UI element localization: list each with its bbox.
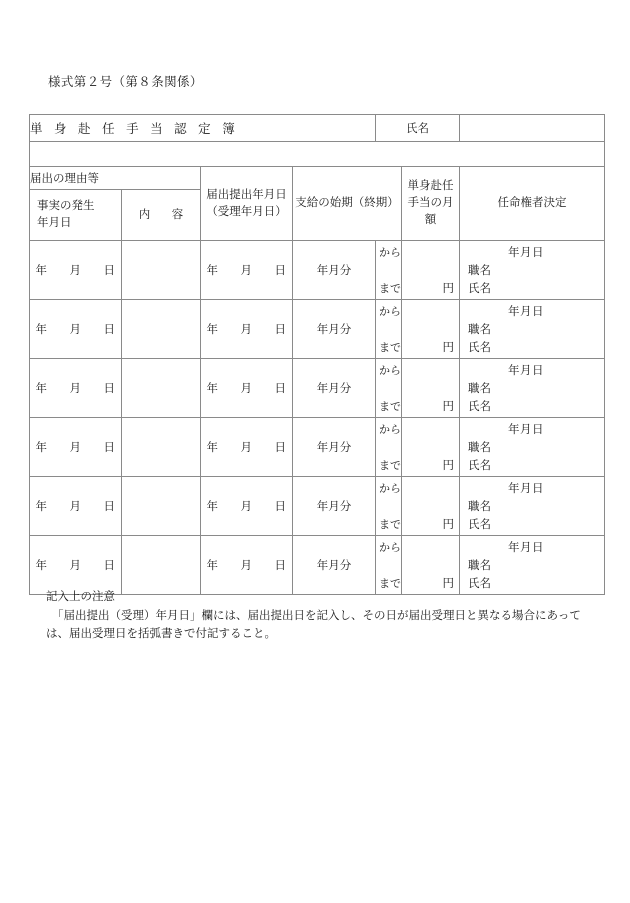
content-cell[interactable] (122, 418, 201, 477)
person-name-label: 氏名 (468, 518, 492, 531)
year-label: 年 (35, 383, 48, 395)
header-submission-date (201, 167, 293, 241)
header-fact-date (30, 190, 122, 241)
payment-month-cell[interactable] (293, 418, 376, 477)
instructions-body: 「届出提出（受理）年月日」欄には、届出提出日を記入し、その日が届出受理日と異なる場合にあっては、届出受理日を括弧書きで付記すること。 (46, 609, 581, 641)
instructions-title: 記入上の注意 (46, 591, 115, 603)
yen-label: 円 (442, 460, 455, 472)
year-label: 年 (206, 324, 219, 336)
person-name-label: 氏名 (468, 341, 492, 354)
month-bun-label: 月分 (328, 383, 352, 395)
year-label: 年 (206, 442, 219, 454)
job-title-label: 職名 (468, 500, 492, 513)
submission-date-cell[interactable] (201, 418, 293, 477)
content-cell[interactable] (122, 536, 201, 595)
year-label: 年 (206, 560, 219, 572)
year-label: 年 (508, 365, 521, 377)
month-label: 月 (520, 306, 533, 318)
fact-date-cell[interactable] (30, 241, 122, 300)
header-group-row (30, 167, 605, 190)
appointer-decision-cell[interactable] (460, 359, 605, 418)
year-label: 年 (316, 324, 329, 336)
day-label: 日 (274, 324, 287, 336)
month-label: 月 (69, 501, 82, 513)
month-label: 月 (240, 383, 253, 395)
day-label: 日 (274, 442, 287, 454)
appointer-decision-cell[interactable] (460, 241, 605, 300)
person-name-label: 氏名 (468, 282, 492, 295)
period-range-cell (376, 418, 402, 477)
table-row (30, 536, 605, 595)
month-label: 月 (240, 560, 253, 572)
period-range-cell (376, 477, 402, 536)
header-allowance-month (402, 167, 460, 241)
range-from-label: から (379, 306, 402, 318)
table-row (30, 359, 605, 418)
table-row (30, 300, 605, 359)
day-label: 日 (532, 365, 545, 377)
allowance-ledger-table (29, 114, 605, 595)
form-number: 様式第２号（第８条関係） (48, 75, 203, 89)
job-title-label: 職名 (468, 441, 492, 454)
content-cell[interactable] (122, 241, 201, 300)
allowance-amount-cell[interactable] (402, 359, 460, 418)
appointer-decision-cell[interactable] (460, 300, 605, 359)
header-payment-period: 支給の始期（終期） (293, 167, 402, 241)
allowance-amount-cell[interactable] (402, 477, 460, 536)
range-to-label: まで (379, 401, 402, 413)
month-bun-label: 月分 (328, 560, 352, 572)
day-label: 日 (274, 560, 287, 572)
decision-date (468, 480, 598, 496)
ledger-title: 単 身 赴 任 手 当 認 定 簿 (30, 115, 376, 142)
day-label: 日 (532, 483, 545, 495)
day-label: 日 (274, 383, 287, 395)
header-submission-date-line2: （受理年月日） (206, 205, 287, 218)
period-range-cell (376, 359, 402, 418)
month-bun-label: 月分 (328, 324, 352, 336)
day-label: 日 (274, 501, 287, 513)
header-content: 内 容 (122, 190, 201, 241)
table-row (30, 477, 605, 536)
header-allowance-month-line1: 単身赴任 (407, 180, 454, 193)
year-label: 年 (316, 442, 329, 454)
month-bun-label: 月分 (328, 442, 352, 454)
ledger-title-row (30, 115, 605, 142)
allowance-amount-cell[interactable] (402, 300, 460, 359)
range-from-label: から (379, 542, 402, 554)
appointer-decision-cell[interactable] (460, 477, 605, 536)
period-range-cell (376, 536, 402, 595)
blank-spacer-cell (30, 142, 605, 167)
name-label: 氏名 (376, 115, 460, 142)
fact-date-cell[interactable] (30, 418, 122, 477)
range-from-label: から (379, 483, 402, 495)
payment-month-cell[interactable] (293, 241, 376, 300)
range-to-label: まで (379, 578, 402, 590)
year-label: 年 (508, 542, 521, 554)
month-label: 月 (69, 383, 82, 395)
allowance-amount-cell[interactable] (402, 241, 460, 300)
content-cell[interactable] (122, 477, 201, 536)
yen-label: 円 (442, 401, 455, 413)
submission-date-cell[interactable] (201, 359, 293, 418)
decision-date (468, 362, 598, 378)
year-label: 年 (508, 306, 521, 318)
day-label: 日 (532, 306, 545, 318)
day-label: 日 (103, 560, 116, 572)
day-label: 日 (103, 501, 116, 513)
fact-date-cell[interactable] (30, 359, 122, 418)
month-bun-label: 月分 (328, 265, 352, 277)
submission-date-cell[interactable] (201, 300, 293, 359)
yen-label: 円 (442, 283, 455, 295)
month-label: 月 (520, 247, 533, 259)
submission-date-cell[interactable] (201, 241, 293, 300)
year-label: 年 (35, 324, 48, 336)
day-label: 日 (532, 424, 545, 436)
day-label: 日 (274, 265, 287, 277)
year-label: 年 (35, 442, 48, 454)
year-label: 年 (316, 383, 329, 395)
range-from-label: から (379, 424, 402, 436)
period-range-cell (376, 300, 402, 359)
year-label: 年 (316, 560, 329, 572)
submission-date-cell[interactable] (201, 536, 293, 595)
year-label: 年 (206, 383, 219, 395)
day-label: 日 (532, 542, 545, 554)
month-label: 月 (520, 424, 533, 436)
year-label: 年 (35, 560, 48, 572)
month-label: 月 (240, 442, 253, 454)
allowance-amount-cell[interactable] (402, 536, 460, 595)
day-label: 日 (103, 324, 116, 336)
month-label: 月 (520, 483, 533, 495)
month-bun-label: 月分 (328, 501, 352, 513)
month-label: 月 (69, 560, 82, 572)
content-cell[interactable] (122, 300, 201, 359)
month-label: 月 (69, 265, 82, 277)
fact-date-cell[interactable] (30, 477, 122, 536)
month-label: 月 (240, 501, 253, 513)
month-label: 月 (520, 542, 533, 554)
year-label: 年 (508, 247, 521, 259)
decision-date (468, 244, 598, 260)
header-fact-date-line1: 事実の発生 (37, 200, 95, 213)
year-label: 年 (206, 265, 219, 277)
person-name-label: 氏名 (468, 577, 492, 590)
decision-date (468, 303, 598, 319)
header-reason-group: 届出の理由等 (30, 167, 201, 190)
month-label: 月 (240, 324, 253, 336)
range-from-label: から (379, 365, 402, 377)
job-title-label: 職名 (468, 323, 492, 336)
payment-month-cell[interactable] (293, 477, 376, 536)
table-row (30, 418, 605, 477)
month-label: 月 (520, 365, 533, 377)
person-name-label: 氏名 (468, 459, 492, 472)
decision-date (468, 539, 598, 555)
month-label: 月 (240, 265, 253, 277)
header-appointer-decision: 任命権者決定 (460, 167, 605, 241)
payment-month-cell[interactable] (293, 536, 376, 595)
payment-month-cell[interactable] (293, 359, 376, 418)
period-range-cell (376, 241, 402, 300)
range-to-label: まで (379, 283, 402, 295)
year-label: 年 (206, 501, 219, 513)
year-label: 年 (35, 265, 48, 277)
month-label: 月 (69, 324, 82, 336)
day-label: 日 (532, 247, 545, 259)
appointer-decision-cell[interactable] (460, 418, 605, 477)
yen-label: 円 (442, 519, 455, 531)
job-title-label: 職名 (468, 382, 492, 395)
range-to-label: まで (379, 519, 402, 531)
year-label: 年 (316, 265, 329, 277)
range-to-label: まで (379, 460, 402, 472)
person-name-label: 氏名 (468, 400, 492, 413)
range-from-label: から (379, 247, 402, 259)
day-label: 日 (103, 442, 116, 454)
yen-label: 円 (442, 578, 455, 590)
name-input-cell[interactable] (460, 115, 605, 142)
year-label: 年 (35, 501, 48, 513)
allowance-amount-cell[interactable] (402, 418, 460, 477)
table-row (30, 241, 605, 300)
submission-date-cell[interactable] (201, 477, 293, 536)
payment-month-cell[interactable] (293, 300, 376, 359)
decision-date (468, 421, 598, 437)
year-label: 年 (316, 501, 329, 513)
header-submission-date-line1: 届出提出年月日 (206, 188, 287, 201)
blank-spacer-row (30, 142, 605, 167)
header-fact-date-line2: 年月日 (37, 217, 72, 229)
month-label: 月 (69, 442, 82, 454)
day-label: 日 (103, 265, 116, 277)
fact-date-cell[interactable] (30, 536, 122, 595)
content-cell[interactable] (122, 359, 201, 418)
year-label: 年 (508, 483, 521, 495)
range-to-label: まで (379, 342, 402, 354)
yen-label: 円 (442, 342, 455, 354)
job-title-label: 職名 (468, 559, 492, 572)
header-allowance-month-line2: 手当の月額 (407, 197, 454, 226)
year-label: 年 (508, 424, 521, 436)
day-label: 日 (103, 383, 116, 395)
job-title-label: 職名 (468, 264, 492, 277)
fact-date-cell[interactable] (30, 300, 122, 359)
appointer-decision-cell[interactable] (460, 536, 605, 595)
instructions-block (40, 588, 600, 644)
